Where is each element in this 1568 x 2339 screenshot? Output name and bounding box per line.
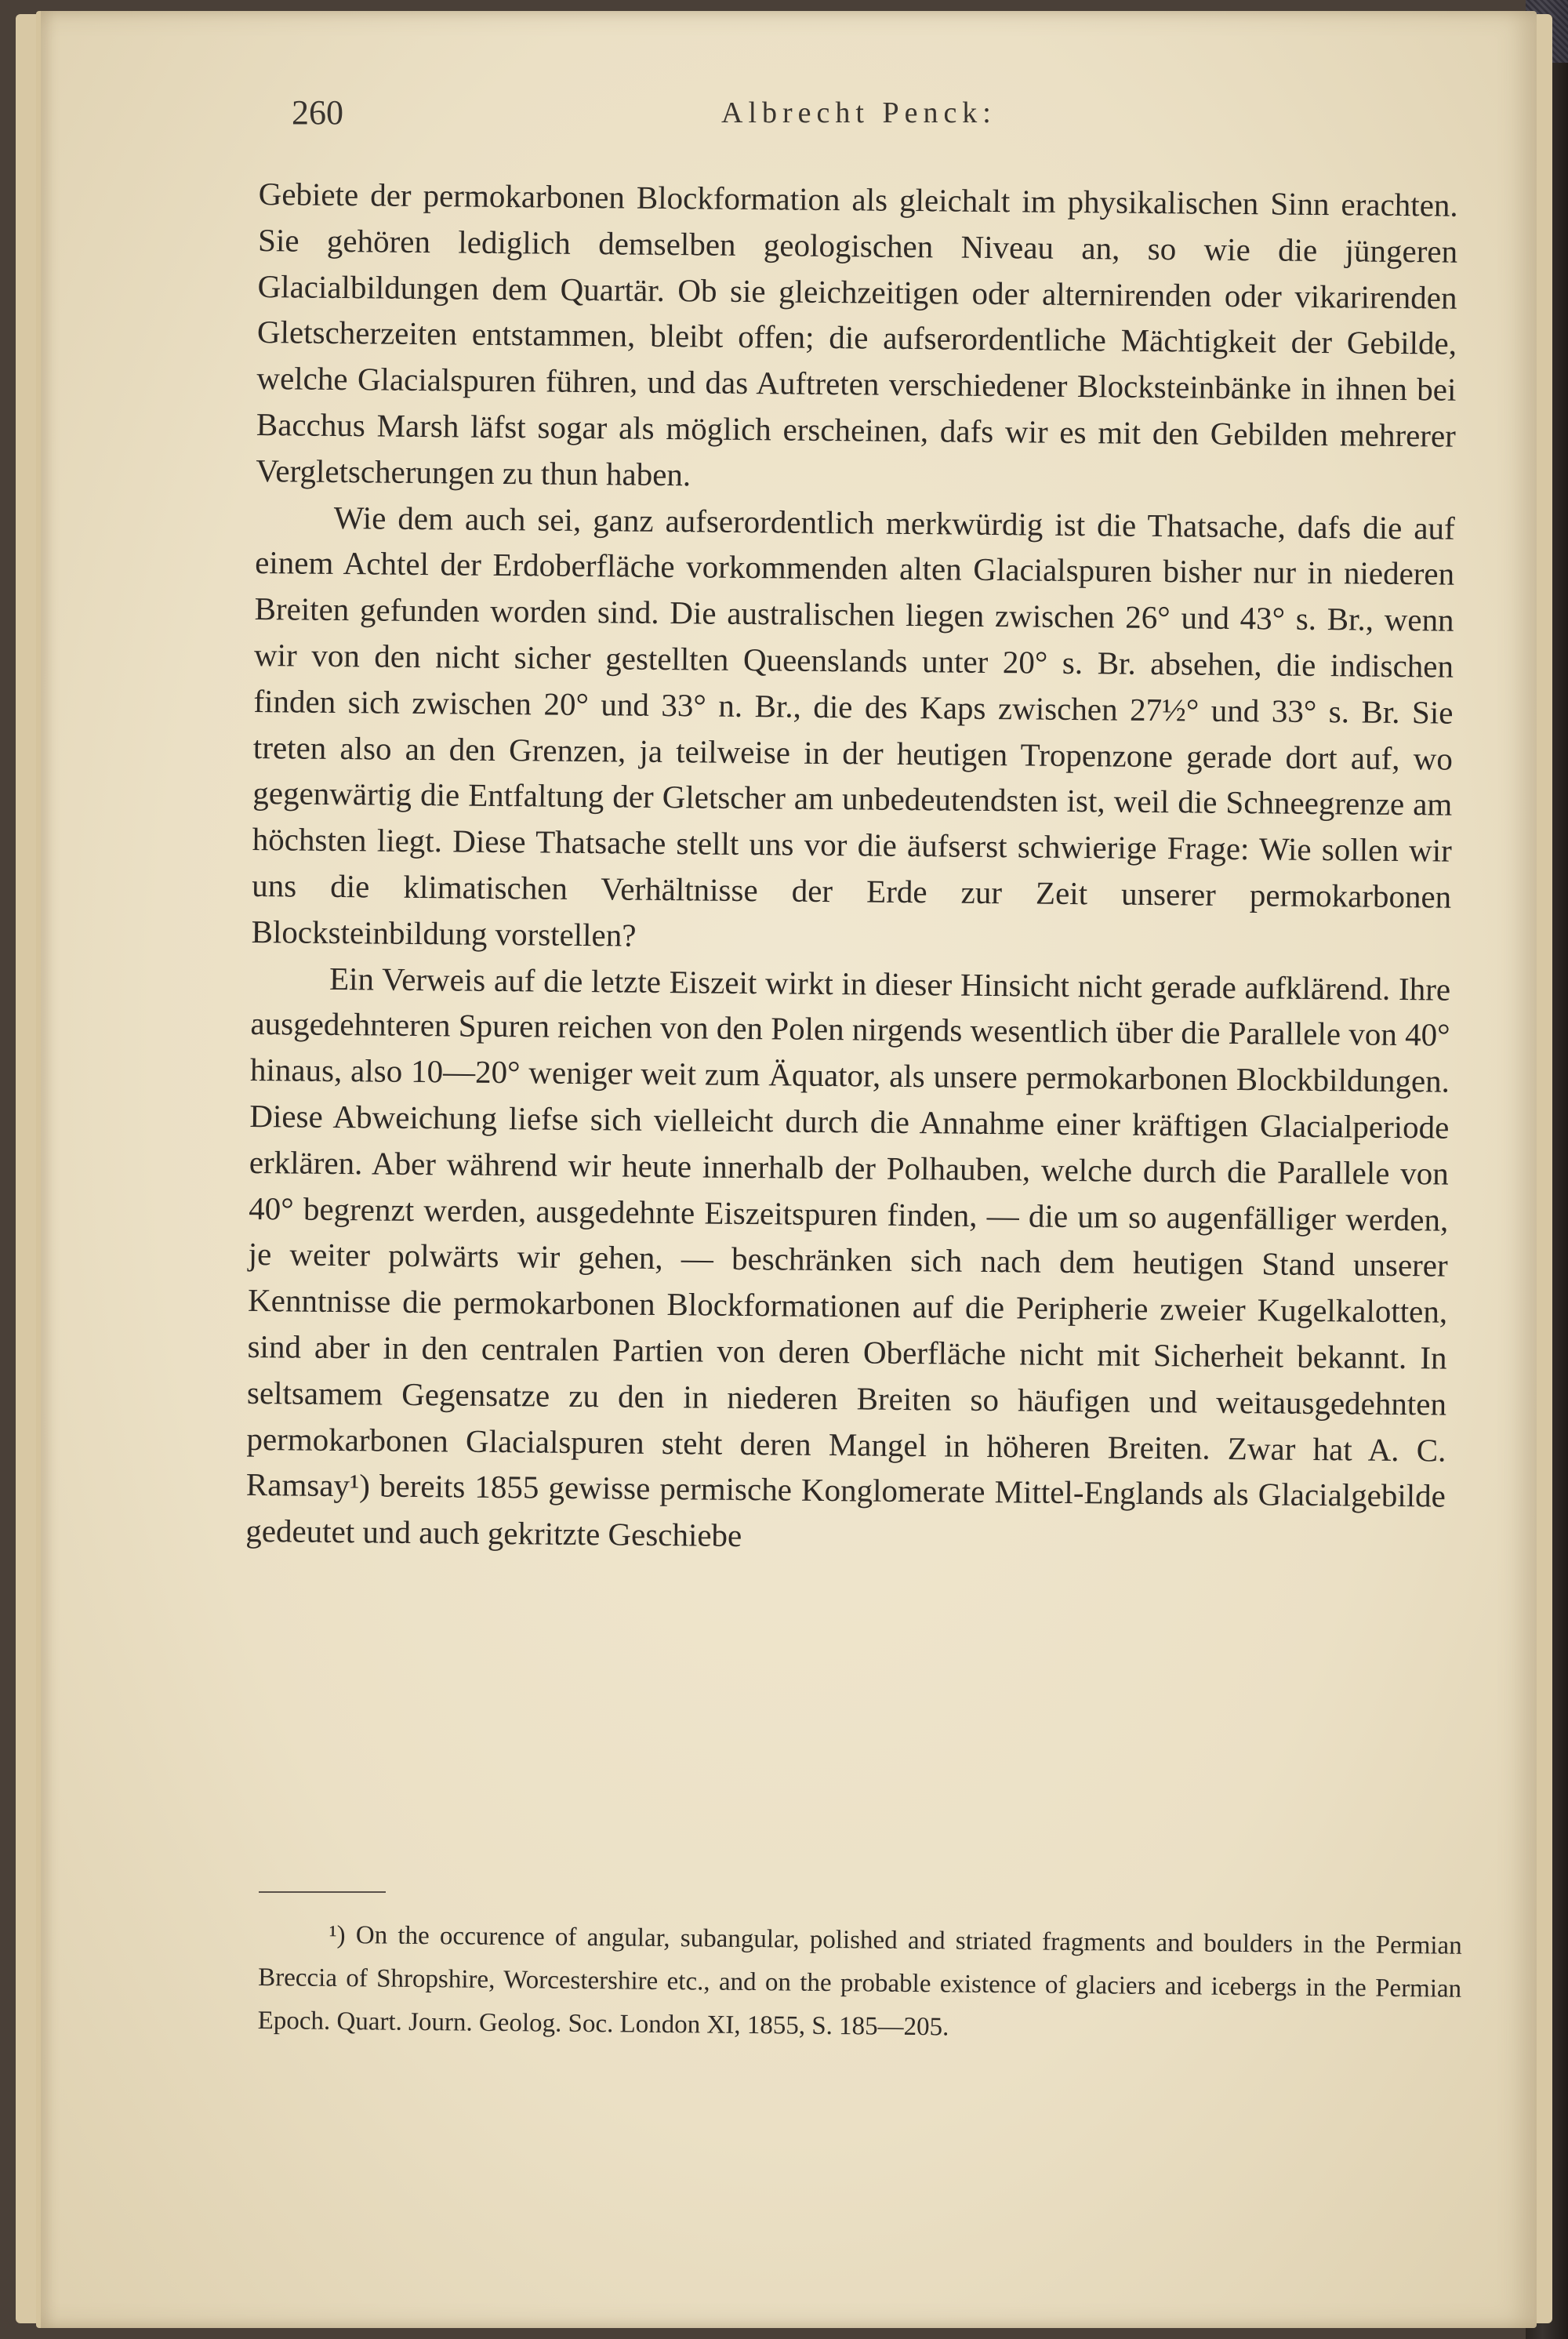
- body-text: [245, 171, 1458, 1566]
- paragraph-2: Wie dem auch sei, ganz aufserordentlich merkwürdig ist die Thatsache, dafs die auf einem Achtel der Erdoberfläche vorkommenden alten Glacialspuren bisher nur in niederen Breiten gefunden worden sind. Die australischen liegen zwischen 26° und 43° s. Br., wenn wir von den nicht sicher gestellten Queenslands unter 20° s. Br. absehen, die indischen finden sich zwischen 20° und 33° n. Br., die des Kaps zwischen 27½° und 33° s. Br. Sie treten also an den Grenzen, ja teilweise in der heutigen Tropenzone gerade dort auf, wo gegenwärtig die Entfaltung der Gletscher am unbedeutendsten ist, weil die Schneegrenze am höchsten liegt. Diese Thatsache stellt uns vor die äufserst schwierige Frage: Wie sollen wir uns die klimatischen Verhältnisse der Erde zur Zeit unserer permokarbonen Blocksteinbildung vorstellen?: [251, 499, 1455, 953]
- page-header: [292, 93, 1491, 140]
- footnote-text: ¹) On the occurence of angular, subangular, polished and striated fragments and boulders in the Permian Breccia of Shropshire, Worcestershire etc., and on the probable existence of glaciers and icebergs in the Permian Epoch. Quart. Journ. Geolog. Soc. London XI, 1855, S. 185—205.: [257, 1920, 1462, 2042]
- page-number: 260: [292, 93, 343, 132]
- paragraph-3: Ein Verweis auf die letzte Eiszeit wirkt in dieser Hinsicht nicht gerade aufklärend. Ihre ausgedehnteren Spuren reichen von den Polen nirgends wesentlich über die Parallele von 40° hinaus, also 10—20° weniger weit zum Äquator, als unsere permokarbonen Blockbildungen. Diese Abweichung liefse sich vielleicht durch die Annahme einer kräftigen Glacialperiode erklären. Aber während wir heute innerhalb der Polhauben, welche durch die Parallele von 40° begrenzt werden, ausgedehnte Eiszeitspuren finden, — die um so augenfälliger werden, je weiter polwärts wir gehen, — beschränken sich nach dem heutigen Stand unserer Kenntnisse die permokarbonen Blockformationen auf die Peripherie zweier Kugelkalotten, sind aber in den centralen Partien von deren Oberfläche nicht mit Sicherheit bekannt. In seltsamem Gegensatze zu den in niederen Breiten so häufigen und weitausgedehnten permokarbonen Glacialspuren steht deren Mangel in höheren Breiten. Zwar hat A. C. Ramsay¹) bereits 1855 gewisse permische Konglomerate Mittel-Englands als Glacialgebilde gedeutet und auch gekritzte Geschiebe: [245, 960, 1451, 1554]
- paragraph-1: Gebiete der permokarbonen Blockformation als gleichalt im physikalischen Sinn erachten. Sie gehören lediglich demselben geologischen Niveau an, so wie die jüngeren Glacialbildungen dem Quartär. Ob sie gleichzeitigen oder alternirenden oder vikarirenden Gletscherzeiten entstammen, bleibt offen; die aufserordentliche Mächtigkeit der Gebilde, welche Glacialspuren führen, und das Auftreten verschiedener Blocksteinbänke in ihnen bei Bacchus Marsh läfst sogar als möglich erscheinen, dafs wir es mit den Gebilden mehrerer Vergletscherungen zu thun haben.: [256, 175, 1458, 493]
- footnote: [257, 1913, 1462, 2054]
- running-head: Albrecht Penck:: [721, 96, 996, 129]
- footnote-rule: [259, 1891, 386, 1893]
